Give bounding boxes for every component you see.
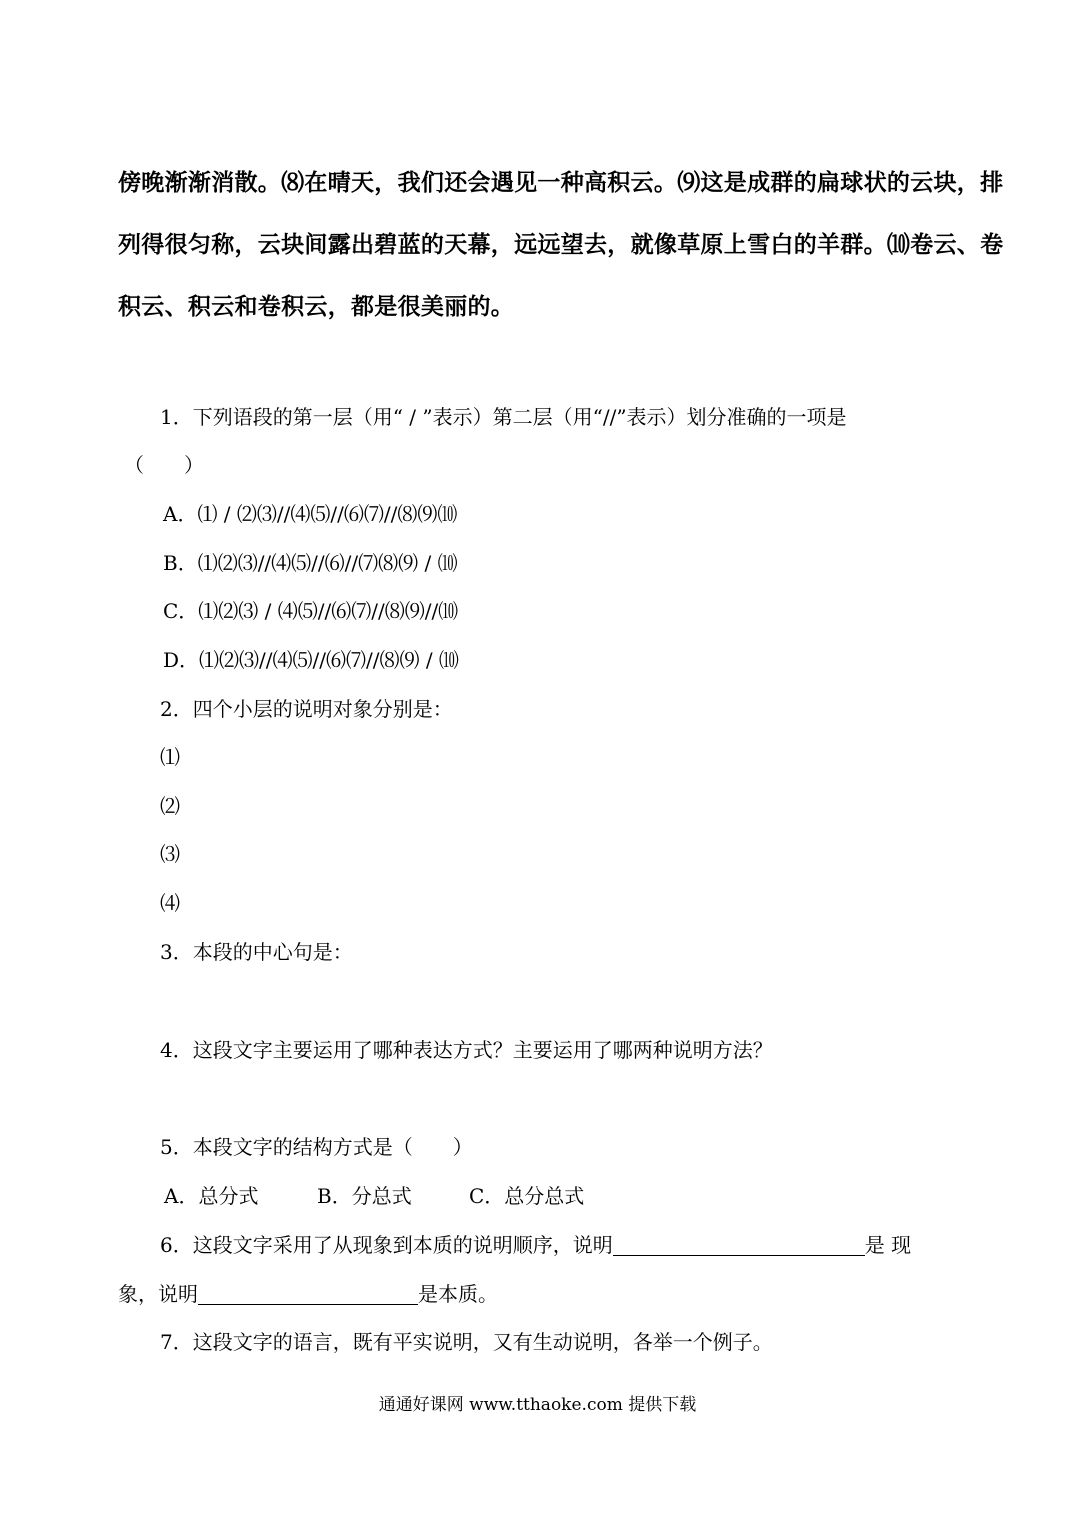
question-5-text: 5．本段文字的结构方式是（ ） <box>160 1135 473 1159</box>
question-1-option-c: C．⑴⑵⑶ / ⑷⑸//⑹⑺//⑻⑼//⑽ <box>163 599 459 623</box>
question-2-item: ⑴ <box>160 745 180 769</box>
passage-paragraph <box>118 152 1004 338</box>
question-1-answer-paren: （ ） <box>124 453 204 477</box>
question-5-option-a: A．总分式 <box>164 1184 259 1208</box>
question-5-option-c: C．总分总式 <box>469 1184 585 1208</box>
question-6-line-2 <box>118 1280 498 1308</box>
question-2-item: ⑷ <box>160 891 180 915</box>
passage-line: 积云、积云和卷积云，都是很美丽的。 <box>118 293 515 320</box>
answer-blank-2[interactable] <box>198 1282 418 1305</box>
question-4-text: 4．这段文字主要运用了哪种表达方式？主要运用了哪两种说明方法？ <box>160 1038 773 1062</box>
question-2-item: ⑶ <box>160 842 180 866</box>
question-1-option-b: B．⑴⑵⑶//⑷⑸//⑹//⑺⑻⑼ / ⑽ <box>163 551 458 575</box>
question-1-text: 1．下列语段的第一层（用“ / ”表示）第二层（用“//”表示）划分准确的一项是 <box>160 405 847 429</box>
question-5-option-b: B．分总式 <box>317 1184 412 1208</box>
question-2-item: ⑵ <box>160 794 180 818</box>
question-6-line-1 <box>160 1231 911 1259</box>
footer-credit: 通通好课网 www.tthaoke.com 提供下载 <box>378 1395 697 1415</box>
question-2-text: 2．四个小层的说明对象分别是： <box>160 697 453 721</box>
passage-line: 傍晚渐渐消散。⑻在晴天，我们还会遇见一种高积云。⑼这是成群的扁球状的云块，排 <box>118 169 1004 196</box>
question-1-option-d: D．⑴⑵⑶//⑷⑸//⑹⑺//⑻⑼ / ⑽ <box>163 648 459 672</box>
question-6-text-b: 是 现 <box>864 1233 912 1257</box>
question-3-text: 3．本段的中心句是： <box>160 940 353 964</box>
question-6-text-a: 6．这段文字采用了从现象到本质的说明顺序，说明 <box>160 1233 613 1257</box>
passage-line: 列得很匀称，云块间露出碧蓝的天幕，远远望去，就像草原上雪白的羊群。⑽卷云、卷 <box>118 231 1004 258</box>
question-6-text-d: 是本质。 <box>418 1282 498 1306</box>
answer-blank-1[interactable] <box>613 1233 865 1256</box>
question-1-option-a: A．⑴ / ⑵⑶//⑷⑸//⑹⑺//⑻⑼⑽ <box>163 502 458 526</box>
question-6-text-c: 象，说明 <box>118 1282 198 1306</box>
question-7-text: 7．这段文字的语言，既有平实说明，又有生动说明，各举一个例子。 <box>160 1330 773 1354</box>
